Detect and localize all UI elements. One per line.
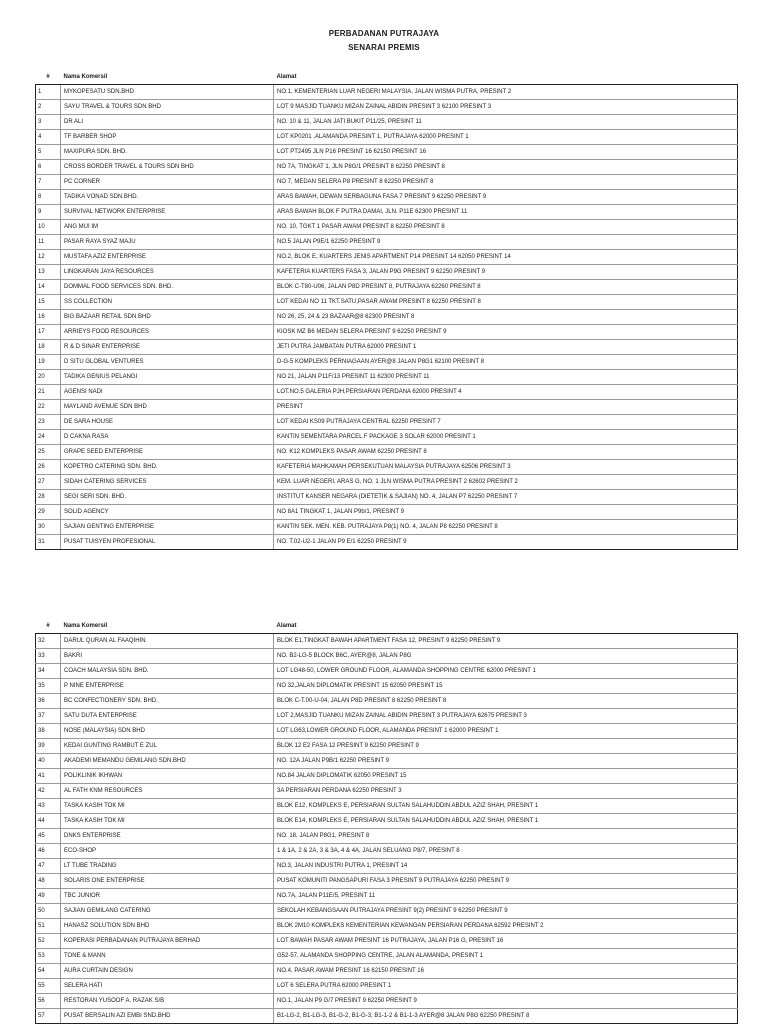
row-number: 34 [36, 664, 61, 679]
table-row [36, 235, 738, 250]
table-row [36, 814, 738, 829]
row-number: 5 [36, 145, 61, 160]
commercial-name: TADIKA VONAD SDN.BHD. [61, 190, 274, 205]
table-row [36, 355, 738, 370]
row-number: 17 [36, 325, 61, 340]
row-number: 2 [36, 100, 61, 115]
row-number: 48 [36, 874, 61, 889]
address: BLOK E12, KOMPLEKS E, PERSIARAN SULTAN SALAHUDDIN ABDUL AZIZ SHAH, PRESINT 1 [274, 799, 738, 814]
table-row [36, 520, 738, 535]
table-row [36, 694, 738, 709]
commercial-name: P NINE ENTERPRISE [61, 679, 274, 694]
address: NO.2, BLOK E, KUARTERS JENIS APARTMENT P14 PRESINT 14 62050 PRESINT 14 [274, 250, 738, 265]
table-row [36, 784, 738, 799]
address: BLOK E14, KOMPLEKS E, PERSIARAN SULTAN SALAHUDDIN ABDUL AZIZ SHAH, PRESINT 1 [274, 814, 738, 829]
table-row [36, 85, 738, 100]
commercial-name: MAYLAND AVENUE SDN BHD [61, 400, 274, 415]
address: NO 21, JALAN P11F/13 PRESINT 11 62300 PRESINT 11 [274, 370, 738, 385]
commercial-name: SOLARIS ONE ENTERPRISE [61, 874, 274, 889]
address: G52-57, ALAMANDA SHOPPING CENTRE, JALAN ALAMANDA, PRESINT 1 [274, 949, 738, 964]
commercial-name: PASAR RAYA SYAZ MAJU [61, 235, 274, 250]
table-row [36, 874, 738, 889]
commercial-name: DOMMAL FOOD SERVICES SDN. BHD. [61, 280, 274, 295]
table-row [36, 295, 738, 310]
table-row [36, 754, 738, 769]
row-number: 43 [36, 799, 61, 814]
row-number: 54 [36, 964, 61, 979]
address: BLOK E1,TINGKAT BAWAH APARTMENT FASA 12, PRESINT 9 62250 PRESINT 9 [274, 634, 738, 649]
table-header-row [36, 619, 738, 634]
address: LOT LG63,LOWER GROUND FLOOR, ALAMANDA PRESINT 1 62000 PRESINT 1 [274, 724, 738, 739]
row-number: 57 [36, 1009, 61, 1024]
address: LOT BAWAH PASAR AWAM PRESINT 16 PUTRAJAYA, JALAN P16 G, PRESINT 16 [274, 934, 738, 949]
table-row [36, 280, 738, 295]
commercial-name: RESTORAN YUSOOF A. RAZAK S/B [61, 994, 274, 1009]
row-number: 9 [36, 205, 61, 220]
address: BLOK 12 E2 FASA 12 PRESINT 9 62250 PRESINT 9 [274, 739, 738, 754]
table-row [36, 859, 738, 874]
commercial-name: KEDAI GUNTING RAMBUT E ZUL [61, 739, 274, 754]
row-number: 52 [36, 934, 61, 949]
table-row [36, 769, 738, 784]
table-row [36, 979, 738, 994]
address: NO. T.02-U2-1 JALAN P9 E/1 62250 PRESINT 9 [274, 535, 738, 550]
table-row [36, 799, 738, 814]
address: NO.84 JALAN DIPLOMATIK 62050 PRESINT 15 [274, 769, 738, 784]
commercial-name: SOLID AGENCY [61, 505, 274, 520]
organization-title: PERBADANAN PUTRAJAYA [328, 29, 440, 38]
row-number: 1 [36, 85, 61, 100]
address: KEM. LUAR NEGERI, ARAS G, NO. 1 JLN WISMA PUTRA PRESINT 2 62602 PRESINT 2 [274, 475, 738, 490]
table-row [36, 100, 738, 115]
row-number: 35 [36, 679, 61, 694]
row-number: 7 [36, 175, 61, 190]
commercial-name: DE SARA HOUSE [61, 415, 274, 430]
column-header-number: # [36, 619, 61, 634]
table-row [36, 400, 738, 415]
table-row [36, 310, 738, 325]
table-row [36, 889, 738, 904]
column-header-address: Alamat [274, 70, 738, 85]
table-row [36, 490, 738, 505]
address: 3A PERSIARAN PERDANA 62250 PRESINT 3 [274, 784, 738, 799]
row-number: 24 [36, 430, 61, 445]
commercial-name: PUSAT TUISYEN PROFESIONAL [61, 535, 274, 550]
commercial-name: CROSS BORDER TRAVEL & TOURS SDN BHD [61, 160, 274, 175]
commercial-name: BAKRI [61, 649, 274, 664]
commercial-name: DR ALI [61, 115, 274, 130]
address: KIOSK MZ B6 MEDAN SELERA PRESINT 9 62250 PRESINT 9 [274, 325, 738, 340]
row-number: 22 [36, 400, 61, 415]
row-number: 11 [36, 235, 61, 250]
commercial-name: BC CONFECTIONERY SDN. BHD. [61, 694, 274, 709]
address: LOT KP0201 ,ALAMANDA PRESINT 1, PUTRAJAYA 62000 PRESINT 1 [274, 130, 738, 145]
row-number: 26 [36, 460, 61, 475]
row-number: 6 [36, 160, 61, 175]
commercial-name: MUSTAFA AZIZ ENTERPRISE [61, 250, 274, 265]
commercial-name: SIDAH CATERING SERVICES [61, 475, 274, 490]
commercial-name: SS COLLECTION [61, 295, 274, 310]
address: NO. 12A JALAN P9B/1 62250 PRESINT 9 [274, 754, 738, 769]
commercial-name: SEGI SERI SDN. BHD. [61, 490, 274, 505]
address: LOT 6 SELERA PUTRA 62000 PRESINT 1 [274, 979, 738, 994]
table-row [36, 190, 738, 205]
address: NO 32,JALAN DIPLOMATIK PRESINT 15 62050 PRESINT 15 [274, 679, 738, 694]
table-row [36, 904, 738, 919]
document-header [0, 27, 768, 55]
table-row [36, 829, 738, 844]
commercial-name: TADIKA GENIUS PELANGI [61, 370, 274, 385]
row-number: 56 [36, 994, 61, 1009]
commercial-name: TASKA KASIH TOK MI [61, 814, 274, 829]
row-number: 10 [36, 220, 61, 235]
commercial-name: SAJIAN GENTING ENTERPRISE [61, 520, 274, 535]
table-row [36, 115, 738, 130]
commercial-name: D CAKNA RASA [61, 430, 274, 445]
row-number: 50 [36, 904, 61, 919]
address: D-G-5 KOMPLEKS PERNIAGAAN AYER@8 JALAN P8G1 62100 PRESINT 8 [274, 355, 738, 370]
table-row [36, 460, 738, 475]
row-number: 3 [36, 115, 61, 130]
address: NO 26, 25, 24 & 23 BAZAAR@8 62300 PRESINT 8 [274, 310, 738, 325]
commercial-name: DNKS ENTERPRISE [61, 829, 274, 844]
row-number: 38 [36, 724, 61, 739]
address: BLOK C-T80-U06, JALAN P8D PRESINT 8, PUTRAJAYA 62260 PRESINT 8 [274, 280, 738, 295]
column-header-name: Nama Komersil [61, 619, 274, 634]
table-row [36, 145, 738, 160]
address: KANTIN SEMENTARA PARCEL F PACKAGE 3 SOLAR 62000 PRESINT 1 [274, 430, 738, 445]
address: LOT KEDAI KS09 PUTRAJAYA CENTRAL 62250 PRESINT 7 [274, 415, 738, 430]
commercial-name: AGENSI NADI [61, 385, 274, 400]
commercial-name: KOPERASI PERBADANAN PUTRAJAYA BERHAD [61, 934, 274, 949]
table-row [36, 724, 738, 739]
commercial-name: LINGKARAN JAYA RESOURCES [61, 265, 274, 280]
address: NO 8A1 TINGKAT 1, JALAN P9b/1, PRESINT 9 [274, 505, 738, 520]
address: KAFETERIA MAHKAMAH PERSEKUTUAN MALAYSIA PUTRAJAYA 62506 PRESINT 3 [274, 460, 738, 475]
address: LOT PT2495 JLN P16 PRESINT 16 62150 PRESINT 16 [274, 145, 738, 160]
address: NO. K12 KOMPLEKS PASAR AWAM 62250 PRESINT 8 [274, 445, 738, 460]
commercial-name: TBC JUNIOR [61, 889, 274, 904]
address: LOT.NO.5 GALERIA PJH,PERSIARAN PERDANA 62000 PRESINT 4 [274, 385, 738, 400]
commercial-name: KOPETRO CATERING SDN. BHD. [61, 460, 274, 475]
table-row [36, 535, 738, 550]
commercial-name: COACH MALAYSIA SDN. BHD. [61, 664, 274, 679]
table-row [36, 415, 738, 430]
row-number: 42 [36, 784, 61, 799]
row-number: 51 [36, 919, 61, 934]
commercial-name: PC CORNER [61, 175, 274, 190]
table-row [36, 964, 738, 979]
row-number: 41 [36, 769, 61, 784]
commercial-name: SURVIVAL NETWORK ENTERPRISE [61, 205, 274, 220]
premises-table-1 [35, 70, 738, 550]
row-number: 19 [36, 355, 61, 370]
commercial-name: DARUL QURAN AL FAAQIHIN [61, 634, 274, 649]
row-number: 39 [36, 739, 61, 754]
row-number: 23 [36, 415, 61, 430]
table-row [36, 934, 738, 949]
commercial-name: TONE & MANN [61, 949, 274, 964]
address: NO.1, JALAN P9 G/7 PRESINT 9 62250 PRESINT 9 [274, 994, 738, 1009]
table-row [36, 1009, 738, 1024]
row-number: 53 [36, 949, 61, 964]
table-header-row [36, 70, 738, 85]
table-row [36, 994, 738, 1009]
row-number: 40 [36, 754, 61, 769]
row-number: 12 [36, 250, 61, 265]
row-number: 36 [36, 694, 61, 709]
table-row [36, 370, 738, 385]
table-row [36, 340, 738, 355]
address: BLOK C-T.00-U-04, JALAN P8D PRESINT 8 62250 PRESINT 8 [274, 694, 738, 709]
column-header-address: Alamat [274, 619, 738, 634]
commercial-name: ARRIEYS FOOD RESOURCES [61, 325, 274, 340]
table-row [36, 919, 738, 934]
address: 1 & 1A, 2 & 2A, 3 & 3A, 4 & 4A, JALAN SELUANG P8/7, PRESINT 8 [274, 844, 738, 859]
row-number: 49 [36, 889, 61, 904]
row-number: 14 [36, 280, 61, 295]
address: LOT 9 MASJID TUANKU MIZAN ZAINAL ABIDIN PRESINT 3 62100 PRESINT 3 [274, 100, 738, 115]
commercial-name: HANASZ SOLUTION SDN BHD [61, 919, 274, 934]
table-row [36, 265, 738, 280]
row-number: 18 [36, 340, 61, 355]
address: NO.5 JALAN P9E/1 62250 PRESINT 9 [274, 235, 738, 250]
table-row [36, 664, 738, 679]
commercial-name: AKADEMI MEMANDU GEMILANG SDN.BHD [61, 754, 274, 769]
row-number: 31 [36, 535, 61, 550]
commercial-name: PUSAT BERSALIN AZI EMBI SND.BHD [61, 1009, 274, 1024]
row-number: 30 [36, 520, 61, 535]
row-number: 47 [36, 859, 61, 874]
address: NO.7A, JALAN P11E/5, PRESINT 11 [274, 889, 738, 904]
row-number: 13 [36, 265, 61, 280]
row-number: 27 [36, 475, 61, 490]
commercial-name: TF BARBER SHOP [61, 130, 274, 145]
table-row [36, 385, 738, 400]
address: NO. B2-LG-5 BLOCK B6C, AYER@8, JALAN P8G [274, 649, 738, 664]
commercial-name: TASKA KASIH TOK MI [61, 799, 274, 814]
table-row [36, 250, 738, 265]
commercial-name: MYKOPESATU SDN.BHD [61, 85, 274, 100]
address: ARAS BAWAH, DEWAN SERBAGUNA FASA 7 PRESINT 9 62250 PRESINT 9 [274, 190, 738, 205]
commercial-name: SATU DUTA ENTERPRISE [61, 709, 274, 724]
address: PUSAT KOMUNITI PANGSAPURI FASA 3 PRESINT 9 PUTRAJAYA 62250 PRESINT 9 [274, 874, 738, 889]
table-row [36, 430, 738, 445]
address: INSTITUT KANSER NEGARA (DIETETIK & SAJIAN) NO. 4, JALAN P7 62250 PRESINT 7 [274, 490, 738, 505]
address: NO.1, KEMENTERIAN LUAR NEGERI MALAYSIA, JALAN WISMA PUTRA, PRESINT 2 [274, 85, 738, 100]
address: NO. 10 & 11, JALAN JATI BUKIT P11/25, PRESINT 11 [274, 115, 738, 130]
address: ARAS BAWAH BLOK F PUTRA DAMAI, JLN. P11E 62300 PRESINT 11 [274, 205, 738, 220]
address: BLOK 2M10 KOMPLEKS KEMENTERIAN KEWANGAN PERSIARAN PERDANA 62592 PRESINT 2 [274, 919, 738, 934]
commercial-name: SAYU TRAVEL & TOURS SDN BHD [61, 100, 274, 115]
row-number: 29 [36, 505, 61, 520]
row-number: 45 [36, 829, 61, 844]
commercial-name: POLIKLINIK IKHWAN [61, 769, 274, 784]
address: NO 7A, TINGKAT 1, JLN P8G/1 PRESINT 8 62250 PRESINT 8 [274, 160, 738, 175]
address: LOT 2,MASJID TUANKU MIZAN ZAINAL ABIDIN PRESINT 3 PUTRAJAYA 62675 PRESINT 3 [274, 709, 738, 724]
address: NO. 18, JALAN P8G1, PRESINT 8 [274, 829, 738, 844]
address: B1-LG-2, B1-LG-3, B1-G-2, B1-G-3, B1-1-2 & B1-1-3 AYER@8 JALAN P8G 62250 PRESINT 8 [274, 1009, 738, 1024]
commercial-name: NOSE (MALAYSIA) SDN BHD [61, 724, 274, 739]
row-number: 44 [36, 814, 61, 829]
table-row [36, 709, 738, 724]
row-number: 32 [36, 634, 61, 649]
row-number: 4 [36, 130, 61, 145]
column-header-number: # [36, 70, 61, 85]
table-row [36, 505, 738, 520]
commercial-name: R & D SINAR ENTERPRISE [61, 340, 274, 355]
table-row [36, 739, 738, 754]
address: PRESINT [274, 400, 738, 415]
row-number: 55 [36, 979, 61, 994]
row-number: 21 [36, 385, 61, 400]
table-row [36, 325, 738, 340]
table-row [36, 220, 738, 235]
row-number: 33 [36, 649, 61, 664]
table-row [36, 130, 738, 145]
commercial-name: SELERA HATI [61, 979, 274, 994]
address: NO 7, MEDAN SELERA P8 PRESINT 8 62250 PRESINT 8 [274, 175, 738, 190]
address: SEKOLAH KEBANGSAAN PUTRAJAYA PRESINT 9(2) PRESINT 9 62250 PRESINT 9 [274, 904, 738, 919]
row-number: 16 [36, 310, 61, 325]
row-number: 28 [36, 490, 61, 505]
row-number: 8 [36, 190, 61, 205]
document-subtitle: SENARAI PREMIS [348, 43, 420, 52]
row-number: 15 [36, 295, 61, 310]
address: KANTIN SEK. MEN. KEB. PUTRAJAYA P8(1) NO. 4, JALAN P8 62250 PRESINT 8 [274, 520, 738, 535]
column-header-name: Nama Komersil [61, 70, 274, 85]
address: NO.3, JALAN INDUSTRI PUTRA 1, PRESINT 14 [274, 859, 738, 874]
address: LOT LG48-50, LOWER GROUND FLOOR, ALAMANDA SHOPPING CENTRE 62000 PRESINT 1 [274, 664, 738, 679]
commercial-name: ANG MUI IM [61, 220, 274, 235]
commercial-name: D SITU GLOBAL VENTURES [61, 355, 274, 370]
address: JETI PUTRA JAMBATAN PUTRA 62000 PRESINT 1 [274, 340, 738, 355]
address: NO. 10, TGKT 1 PASAR AWAM PRESINT 8 62250 PRESINT 8 [274, 220, 738, 235]
table-row [36, 649, 738, 664]
table-row [36, 844, 738, 859]
address: LOT KEDAI NO 11 TKT.SATU,PASAR AWAM PRESINT 8 62250 PRESINT 8 [274, 295, 738, 310]
table-row [36, 475, 738, 490]
commercial-name: GRAPE SEED ENTERPRISE [61, 445, 274, 460]
row-number: 20 [36, 370, 61, 385]
table-row [36, 679, 738, 694]
table-row [36, 445, 738, 460]
address: NO.4, PASAR AWAM PRESINT 16 62150 PRESINT 16 [274, 964, 738, 979]
commercial-name: AL FATH KNM RESOURCES [61, 784, 274, 799]
table-row [36, 160, 738, 175]
table-row [36, 205, 738, 220]
commercial-name: SAJIAN GEMILANG CATERING [61, 904, 274, 919]
commercial-name: BIG BAZAAR RETAIL SDN BHD [61, 310, 274, 325]
table-row [36, 634, 738, 649]
address: KAFETERIA KUARTERS FASA 3, JALAN P9G PRESINT 9 62250 PRESINT 9 [274, 265, 738, 280]
premises-table-2 [35, 619, 738, 1024]
table-row [36, 949, 738, 964]
row-number: 37 [36, 709, 61, 724]
commercial-name: LT TUBE TRADING [61, 859, 274, 874]
row-number: 46 [36, 844, 61, 859]
commercial-name: MAXIPURA SDN. BHD. [61, 145, 274, 160]
commercial-name: ECO-SHOP [61, 844, 274, 859]
row-number: 25 [36, 445, 61, 460]
commercial-name: AURA CURTAIN DESIGN [61, 964, 274, 979]
table-row [36, 175, 738, 190]
